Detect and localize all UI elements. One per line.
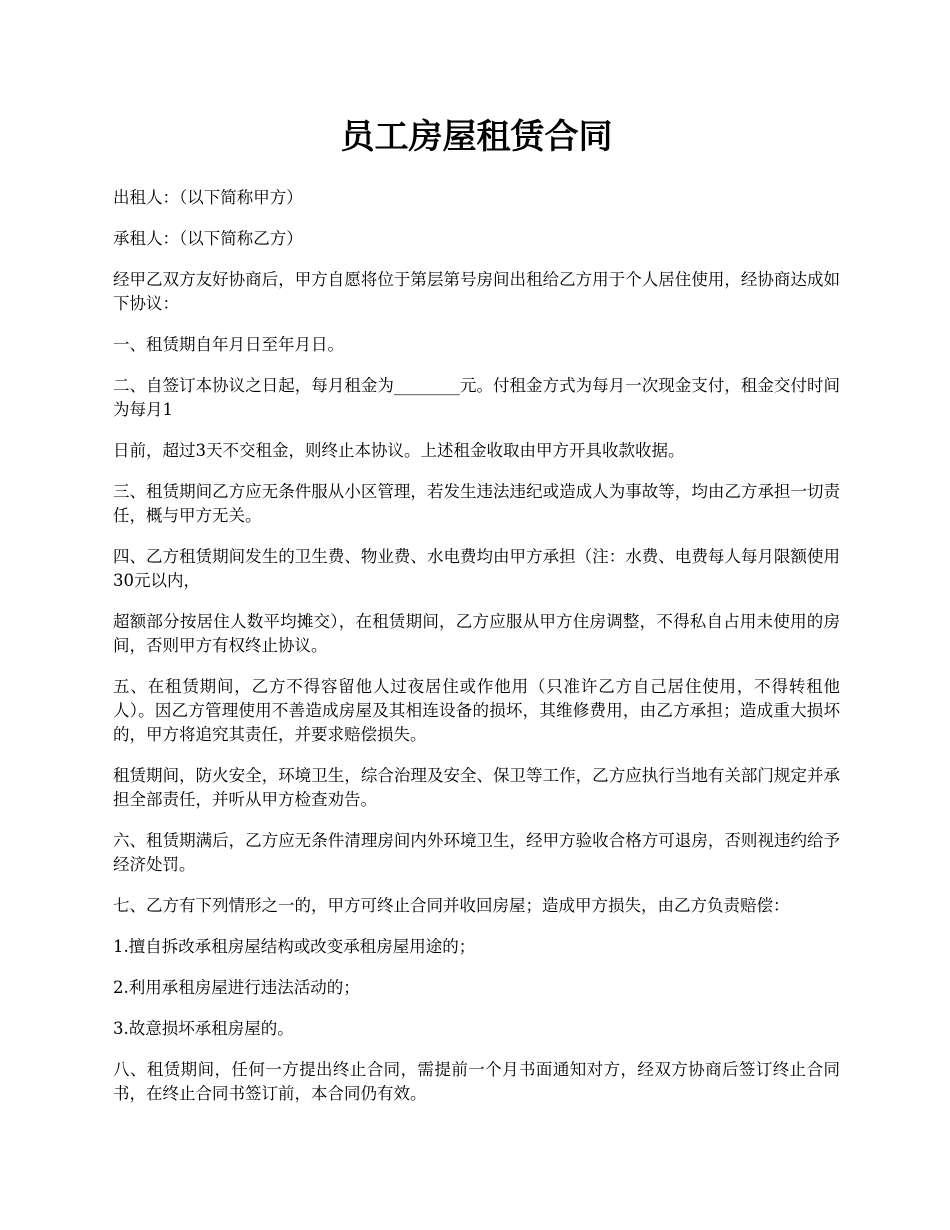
paragraph-clause-2: 二、自签订本协议之日起，每月租金为________元。付租金方式为每月一次现金支付，租金交付时间为每月1 — [113, 376, 840, 419]
paragraph-clause-7-item-1: 1.擅自拆改承租房屋结构或改变承租房屋用途的； — [113, 937, 476, 956]
paragraph-clause-2-cont: 日前，超过3天不交租金，则终止本协议。上述租金收取由甲方开具收款收据。 — [113, 441, 685, 460]
document-title: 员工房屋租赁合同 — [340, 117, 613, 157]
document-page — [113, 110, 840, 1123]
paragraph-lessor: 出租人：（以下简称甲方） — [113, 188, 303, 207]
paragraph-clause-8: 八、租赁期间，任何一方提出终止合同，需提前一个月书面通知对方，经双方协商后签订终止合同书，在终止合同书签订前，本合同仍有效。 — [113, 1060, 840, 1103]
paragraph-lessee: 承租人：（以下简称乙方） — [113, 229, 303, 248]
paragraph-clause-4: 四、乙方租赁期间发生的卫生费、物业费、水电费均由甲方承担（注：水费、电费每人每月限额使用30元以内， — [113, 547, 840, 590]
paragraph-clause-5: 五、在租赁期间，乙方不得容留他人过夜居住或作他用（只准许乙方自己居住使用，不得转租他人）。因乙方管理使用不善造成房屋及其相连设备的损坏，其维修费用，由乙方承担；造成重大损坏的，甲方将追究其责任，并要求赔偿损失。 — [113, 677, 840, 744]
paragraph-clause-1: 一、租赁期自年月日至年月日。 — [113, 335, 344, 354]
paragraph-preamble: 经甲乙双方友好协商后，甲方自愿将位于第层第号房间出租给乙方用于个人居住使用，经协商达成如下协议： — [113, 270, 840, 313]
paragraph-clause-6: 六、租赁期满后，乙方应无条件清理房间内外环境卫生，经甲方验收合格方可退房，否则视违约给予经济处罚。 — [113, 831, 840, 874]
paragraph-clause-4-cont: 超额部分按居住人数平均摊交），在租赁期间，乙方应服从甲方住房调整，不得私自占用未使用的房间，否则甲方有权终止协议。 — [113, 612, 840, 655]
paragraph-clause-5-cont: 租赁期间，防火安全，环境卫生，综合治理及安全、保卫等工作，乙方应执行当地有关部门规定并承担全部责任，并听从甲方检查劝告。 — [113, 766, 840, 809]
paragraph-clause-7-item-3: 3.故意损坏承租房屋的。 — [113, 1019, 294, 1038]
paragraph-clause-7: 七、乙方有下列情形之一的，甲方可终止合同并收回房屋；造成甲方损失，由乙方负责赔偿： — [113, 896, 790, 915]
paragraph-clause-7-item-2: 2.利用承租房屋进行违法活动的； — [113, 978, 360, 997]
paragraph-clause-3: 三、租赁期间乙方应无条件服从小区管理，若发生违法违纪或造成人为事故等，均由乙方承担一切责任，概与甲方无关。 — [113, 482, 840, 525]
